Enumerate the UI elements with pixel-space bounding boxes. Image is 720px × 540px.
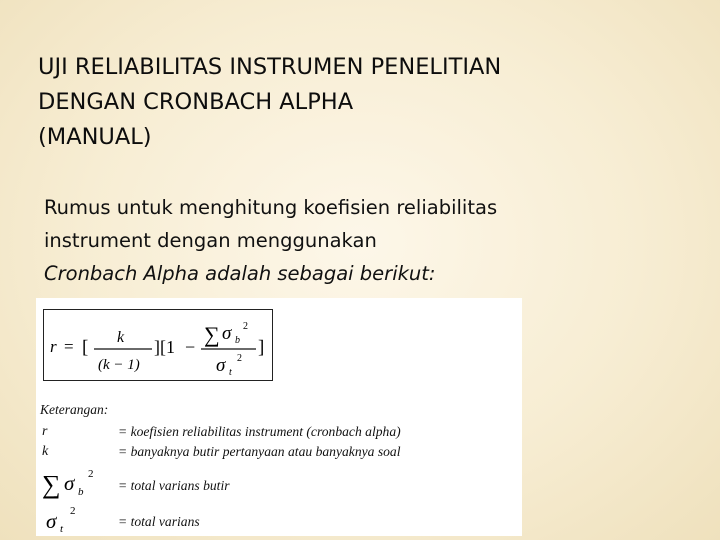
formula-lhs: r bbox=[50, 337, 57, 356]
formula-close-bracket: ] bbox=[258, 337, 265, 358]
sigma-b: σ bbox=[222, 323, 232, 344]
formula-close-open: ][1 bbox=[154, 337, 175, 357]
legend-row-k bbox=[40, 444, 518, 464]
sigma-t: σ bbox=[216, 355, 226, 376]
formula-figure bbox=[36, 298, 522, 536]
sup-2: 2 bbox=[88, 468, 94, 480]
formula-equals: = bbox=[64, 337, 74, 356]
formula-denominator: (k − 1) bbox=[98, 357, 140, 373]
formula-svg bbox=[44, 310, 272, 380]
legend-symbol: r bbox=[42, 424, 48, 439]
legend-description: = banyaknya butir pertanyaan atau banyaknya soal bbox=[118, 444, 401, 459]
sub-t: t bbox=[60, 523, 64, 534]
sum-sigma-b-symbol bbox=[40, 466, 116, 500]
sup-2: 2 bbox=[70, 505, 76, 517]
formula-open-bracket: [ bbox=[82, 337, 89, 358]
sub-b: b bbox=[235, 335, 240, 346]
sigma-b: σ bbox=[64, 471, 75, 495]
legend-row-sum-sigma-b bbox=[40, 466, 518, 500]
intro-paragraph bbox=[44, 191, 684, 290]
formula-minus: − bbox=[185, 337, 196, 357]
intro-line-3: Cronbach Alpha adalah sebagai berikut: bbox=[44, 262, 436, 285]
title-line-1: UJI RELIABILITAS INSTRUMEN PENELITIAN bbox=[38, 54, 502, 80]
legend-heading: Keterangan: bbox=[40, 402, 109, 417]
sum-symbol: ∑ bbox=[204, 322, 220, 347]
sup-2-a: 2 bbox=[243, 321, 248, 332]
sub-b: b bbox=[78, 486, 84, 498]
intro-line-1: Rumus untuk menghitung koefisien reliabilitas bbox=[44, 196, 498, 219]
sigma-t: σ bbox=[46, 509, 57, 533]
formula-numerator: k bbox=[117, 329, 125, 346]
title-line-3: (MANUAL) bbox=[38, 124, 152, 150]
sum-symbol: ∑ bbox=[42, 470, 61, 499]
legend-symbol: k bbox=[42, 444, 49, 459]
legend-description: = total varians butir bbox=[118, 478, 230, 493]
slide-title bbox=[38, 50, 698, 155]
legend-description: = koefisien reliabilitas instrument (cronbach alpha) bbox=[118, 424, 401, 439]
intro-line-2: instrument dengan menggunakan bbox=[44, 229, 377, 252]
legend-description: = total varians bbox=[118, 514, 200, 529]
sup-2-b: 2 bbox=[237, 353, 242, 364]
title-line-2: DENGAN CRONBACH ALPHA bbox=[38, 89, 354, 115]
legend-row-sigma-t bbox=[40, 504, 518, 534]
cronbach-alpha-formula bbox=[43, 309, 273, 381]
sigma-t-symbol bbox=[40, 504, 116, 534]
legend-row-r bbox=[40, 424, 518, 444]
sub-t: t bbox=[229, 367, 232, 378]
